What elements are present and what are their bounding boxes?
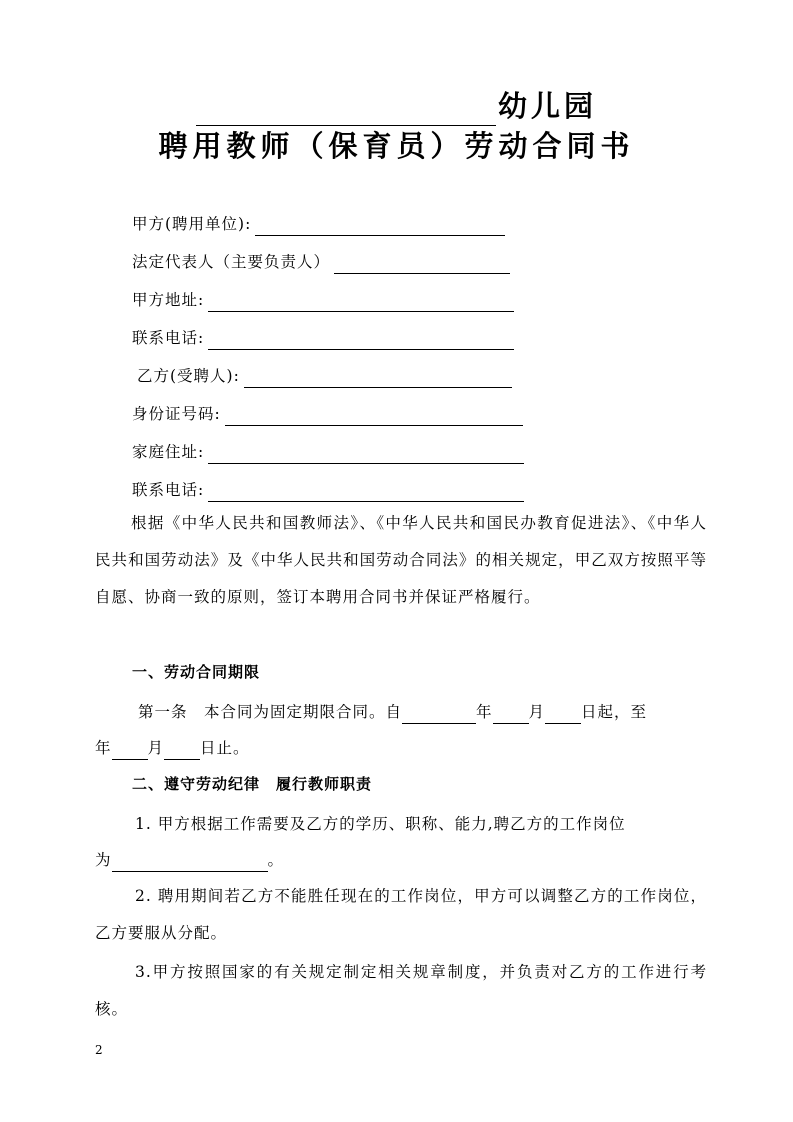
kindergarten-name-blank [196, 93, 496, 126]
day-from-label: 日起，至 [581, 703, 648, 721]
fill-line [208, 293, 514, 312]
field-party-b [137, 364, 512, 388]
section-1-heading: 一、劳动合同期限 [132, 663, 261, 681]
start-day-blank [545, 705, 581, 724]
item-1-line-2 [95, 848, 284, 872]
month-label: 月 [528, 703, 546, 721]
field-legal-rep [132, 250, 510, 274]
end-month-label: 月 [147, 739, 165, 757]
article-1-line-2 [95, 736, 250, 760]
field-id-number [132, 402, 523, 426]
title-suffix: 幼儿园 [497, 89, 597, 123]
field-label: 法定代表人（主要负责人） [132, 253, 331, 271]
fill-line [208, 445, 524, 464]
item-1-end: 。 [267, 851, 285, 869]
field-label: 联系电话: [132, 481, 205, 499]
fill-line [244, 369, 512, 388]
position-blank [112, 853, 268, 872]
year-label: 年 [476, 703, 493, 721]
start-month-blank [493, 705, 529, 724]
field-party-a [132, 212, 505, 236]
field-party-b-phone [132, 478, 524, 502]
field-party-a-address [132, 288, 514, 312]
start-year-blank [402, 705, 476, 724]
field-party-a-phone [132, 326, 514, 350]
fill-line [225, 407, 523, 426]
fill-line [334, 255, 510, 274]
end-year-label: 年 [95, 739, 112, 757]
field-label: 乙方(受聘人): [137, 367, 240, 385]
document-title: 聘用教师（保育员）劳动合同书 [158, 129, 635, 163]
field-label: 甲方(聘用单位): [132, 215, 252, 233]
item-3-paragraph: 3.甲方按照国家的有关规定制定相关规章制度，并负责对乙方的工作进行考核。 [95, 963, 707, 1018]
article-1-line-1 [138, 700, 647, 724]
field-label: 甲方地址: [132, 291, 205, 309]
section-2-heading: 二、遵守劳动纪律 履行教师职责 [132, 775, 373, 793]
field-label: 联系电话: [132, 329, 205, 347]
item-1-line-1: 1. 甲方根据工作需要及乙方的学历、职称、能力,聘乙方的工作岗位 [135, 815, 626, 833]
item-2-paragraph: 2. 聘用期间若乙方不能胜任现在的工作岗位，甲方可以调整乙方的工作岗位，乙方要服从分配。 [95, 887, 707, 942]
article-1-lead: 第一条 本合同为固定期限合同。自 [138, 703, 403, 721]
preamble-paragraph: 根据《中华人民共和国教师法》、《中华人民共和国民办教育促进法》、《中华人民共和国劳动法》及《中华人民共和国劳动合同法》的相关规定，甲乙双方按照平等自愿、协商一致的原则，签订本聘用合同书并保证严格履行。 [95, 514, 707, 606]
end-day-blank [164, 741, 200, 760]
item-1-lead: 为 [95, 851, 112, 869]
fill-line [255, 217, 505, 236]
end-month-blank [112, 741, 148, 760]
field-label: 家庭住址: [132, 443, 205, 461]
title-line-1 [0, 86, 793, 126]
fill-line [208, 331, 514, 350]
day-to-label: 日止。 [200, 739, 250, 757]
page-number: 2 [95, 1043, 103, 1057]
field-label: 身份证号码: [132, 405, 221, 423]
fill-line [208, 483, 524, 502]
field-home-address [132, 440, 524, 464]
